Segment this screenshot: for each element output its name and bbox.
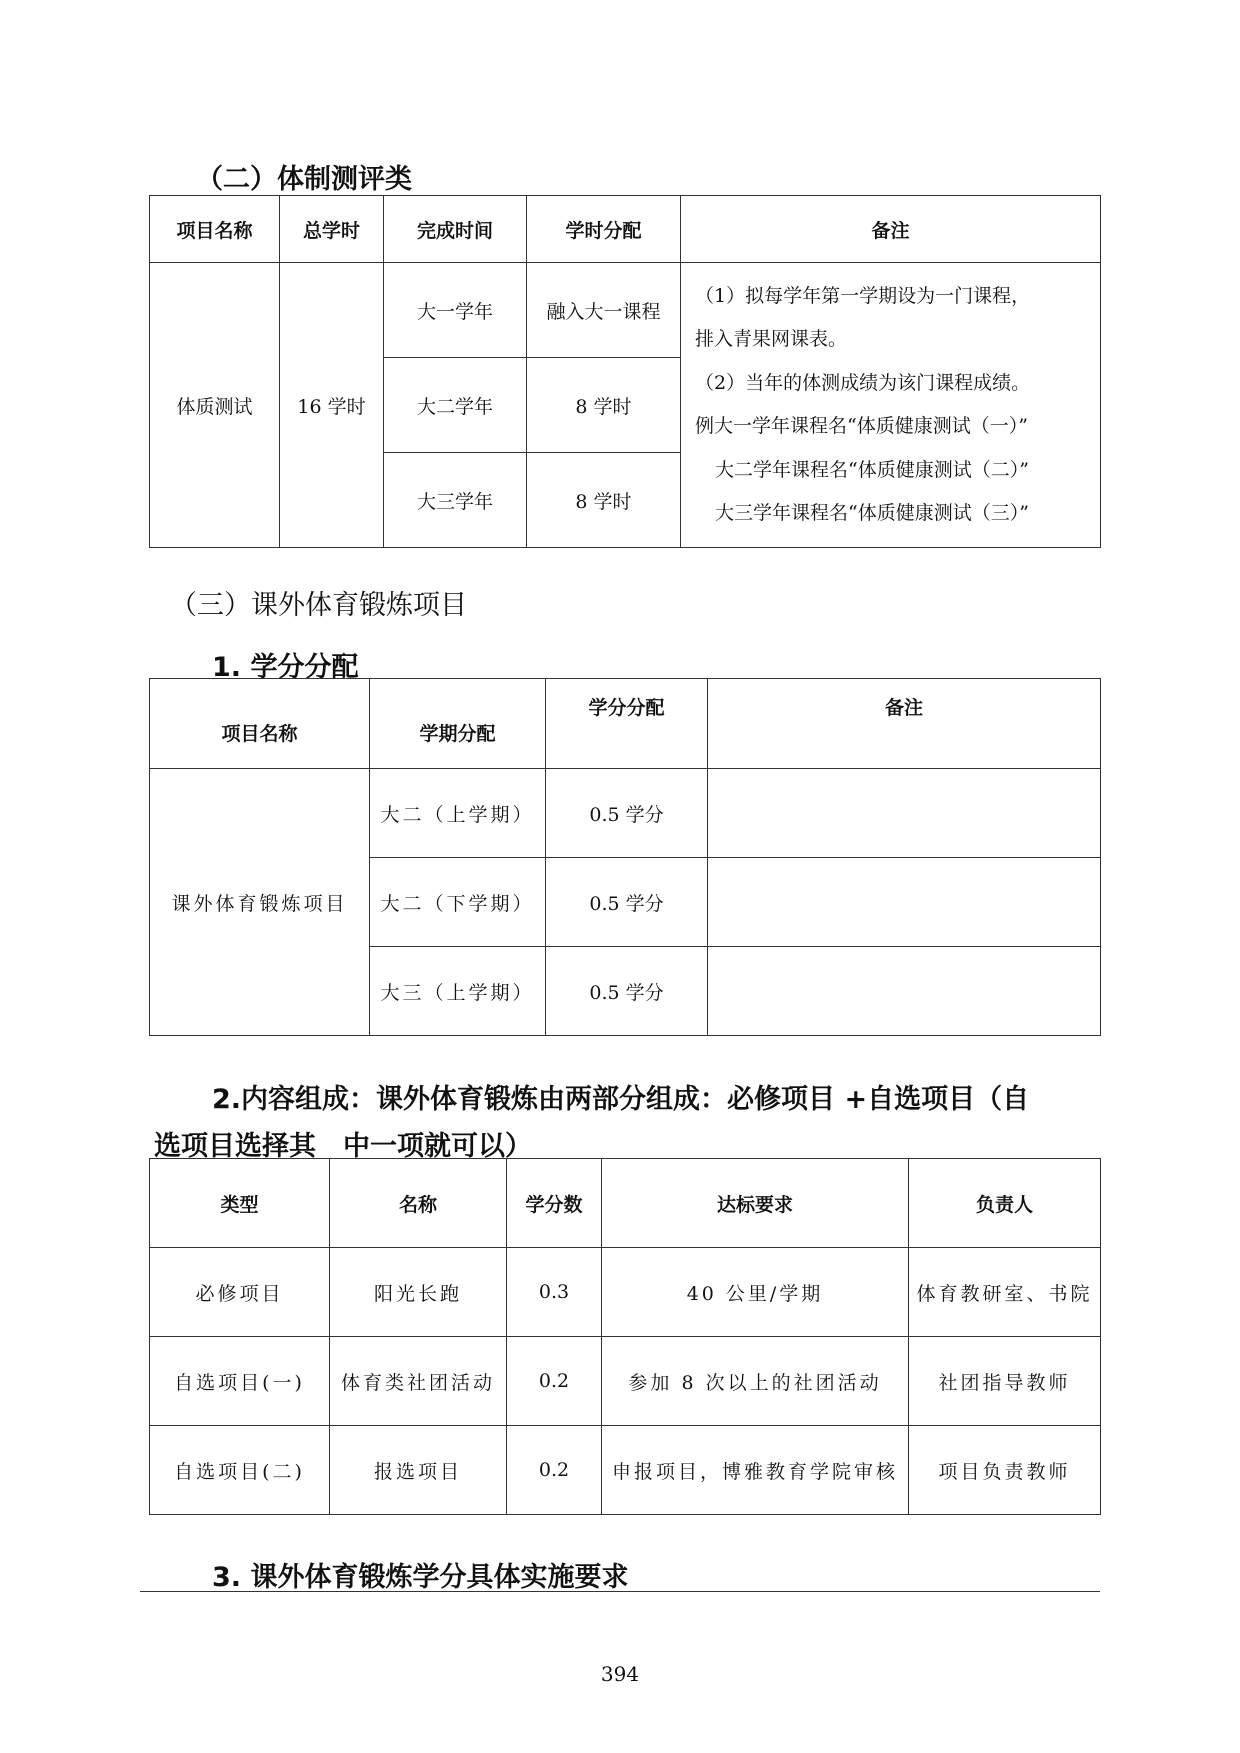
- credit-cell: 0.5 学分: [546, 858, 708, 947]
- allocation-cell: 8 学时: [527, 358, 681, 453]
- credits-cell: 0.3: [507, 1248, 602, 1337]
- table-row: [150, 1337, 1101, 1426]
- table-header-row: [150, 679, 1101, 769]
- content-composition-heading: 2.内容组成：课外体育锻炼由两部分组成：必修项目 +自选项目（自: [212, 1084, 1030, 1115]
- col-header-hour-allocation: 学时分配: [527, 196, 681, 263]
- item-name-cell: 体质测试: [150, 263, 280, 548]
- content-composition-table: [149, 1158, 1101, 1515]
- note-line: （1）拟每学年第一学期设为一门课程，: [695, 284, 1031, 307]
- implementation-heading: 3. 课外体育锻炼学分具体实施要求: [212, 1562, 629, 1593]
- term-cell: 大三（上学期）: [370, 947, 546, 1036]
- col-header-requirement: 达标要求: [602, 1159, 909, 1248]
- page-number: 394: [600, 1662, 640, 1686]
- table-row: [150, 263, 1101, 358]
- credits-cell: 0.2: [507, 1337, 602, 1426]
- completion-time-cell: 大三学年: [384, 453, 527, 548]
- credit-cell: 0.5 学分: [546, 947, 708, 1036]
- col-header-owner: 负责人: [909, 1159, 1101, 1248]
- requirement-cell: 申报项目，博雅教育学院审核: [602, 1426, 909, 1515]
- col-header-term-allocation: 学期分配: [370, 679, 546, 769]
- owner-cell: 社团指导教师: [909, 1337, 1101, 1426]
- completion-time-cell: 大二学年: [384, 358, 527, 453]
- col-header-notes: 备注: [708, 679, 1101, 769]
- credit-allocation-heading: 1. 学分分配: [212, 652, 359, 683]
- owner-cell: 体育教研室、书院: [909, 1248, 1101, 1337]
- total-hours-cell: 16 学时: [280, 263, 384, 548]
- col-header-type: 类型: [150, 1159, 330, 1248]
- table-header-row: [150, 1159, 1101, 1248]
- term-cell: 大二（上学期）: [370, 769, 546, 858]
- notes-cell: [681, 263, 1101, 548]
- completion-time-cell: 大一学年: [384, 263, 527, 358]
- note-line: 大三学年课程名“体质健康测试（三）”: [715, 502, 1029, 524]
- table-row: [150, 769, 1101, 858]
- col-header-credits: 学分数: [507, 1159, 602, 1248]
- note-cell: [708, 947, 1101, 1036]
- credit-allocation-table: [149, 678, 1101, 1036]
- note-line: 例大一学年课程名“体质健康测试（一）”: [695, 415, 1028, 437]
- requirement-cell: 参加 8 次以上的社团活动: [602, 1337, 909, 1426]
- table-row: [150, 1248, 1101, 1337]
- footer-divider: [140, 1591, 1100, 1592]
- col-header-item-name: 项目名称: [150, 196, 280, 263]
- name-cell: 体育类社团活动: [330, 1337, 507, 1426]
- credit-cell: 0.5 学分: [546, 769, 708, 858]
- note-line: 大二学年课程名“体质健康测试（二）”: [715, 458, 1029, 481]
- owner-cell: 项目负责教师: [909, 1426, 1101, 1515]
- term-cell: 大二（下学期）: [370, 858, 546, 947]
- col-header-item-name: 项目名称: [150, 679, 370, 769]
- note-cell: [708, 769, 1101, 858]
- col-header-notes: 备注: [681, 196, 1101, 263]
- allocation-cell: 融入大一课程: [527, 263, 681, 358]
- section-2-heading: （二）体制测评类: [196, 164, 412, 195]
- note-cell: [708, 858, 1101, 947]
- allocation-cell: 8 学时: [527, 453, 681, 548]
- note-line: 排入青果网课表。: [695, 328, 848, 350]
- type-cell: 自选项目(一): [150, 1337, 330, 1426]
- col-header-total-hours: 总学时: [280, 196, 384, 263]
- name-cell: 报选项目: [330, 1426, 507, 1515]
- item-name-cell: 课外体育锻炼项目: [150, 769, 370, 1036]
- note-line: （2）当年的体测成绩为该门课程成绩。: [695, 371, 1031, 394]
- col-header-credit-allocation: 学分分配: [546, 679, 708, 769]
- section-3-heading: （三）课外体育锻炼项目: [170, 590, 467, 621]
- fitness-test-table: [149, 195, 1101, 548]
- table-row: [150, 1426, 1101, 1515]
- type-cell: 必修项目: [150, 1248, 330, 1337]
- table-header-row: [150, 196, 1101, 263]
- name-cell: 阳光长跑: [330, 1248, 507, 1337]
- col-header-name: 名称: [330, 1159, 507, 1248]
- requirement-cell: 40 公里/学期: [602, 1248, 909, 1337]
- col-header-completion-time: 完成时间: [384, 196, 527, 263]
- type-cell: 自选项目(二): [150, 1426, 330, 1515]
- credits-cell: 0.2: [507, 1426, 602, 1515]
- content-composition-heading-cont: 选项目选择其 中一项就可以）: [154, 1131, 532, 1162]
